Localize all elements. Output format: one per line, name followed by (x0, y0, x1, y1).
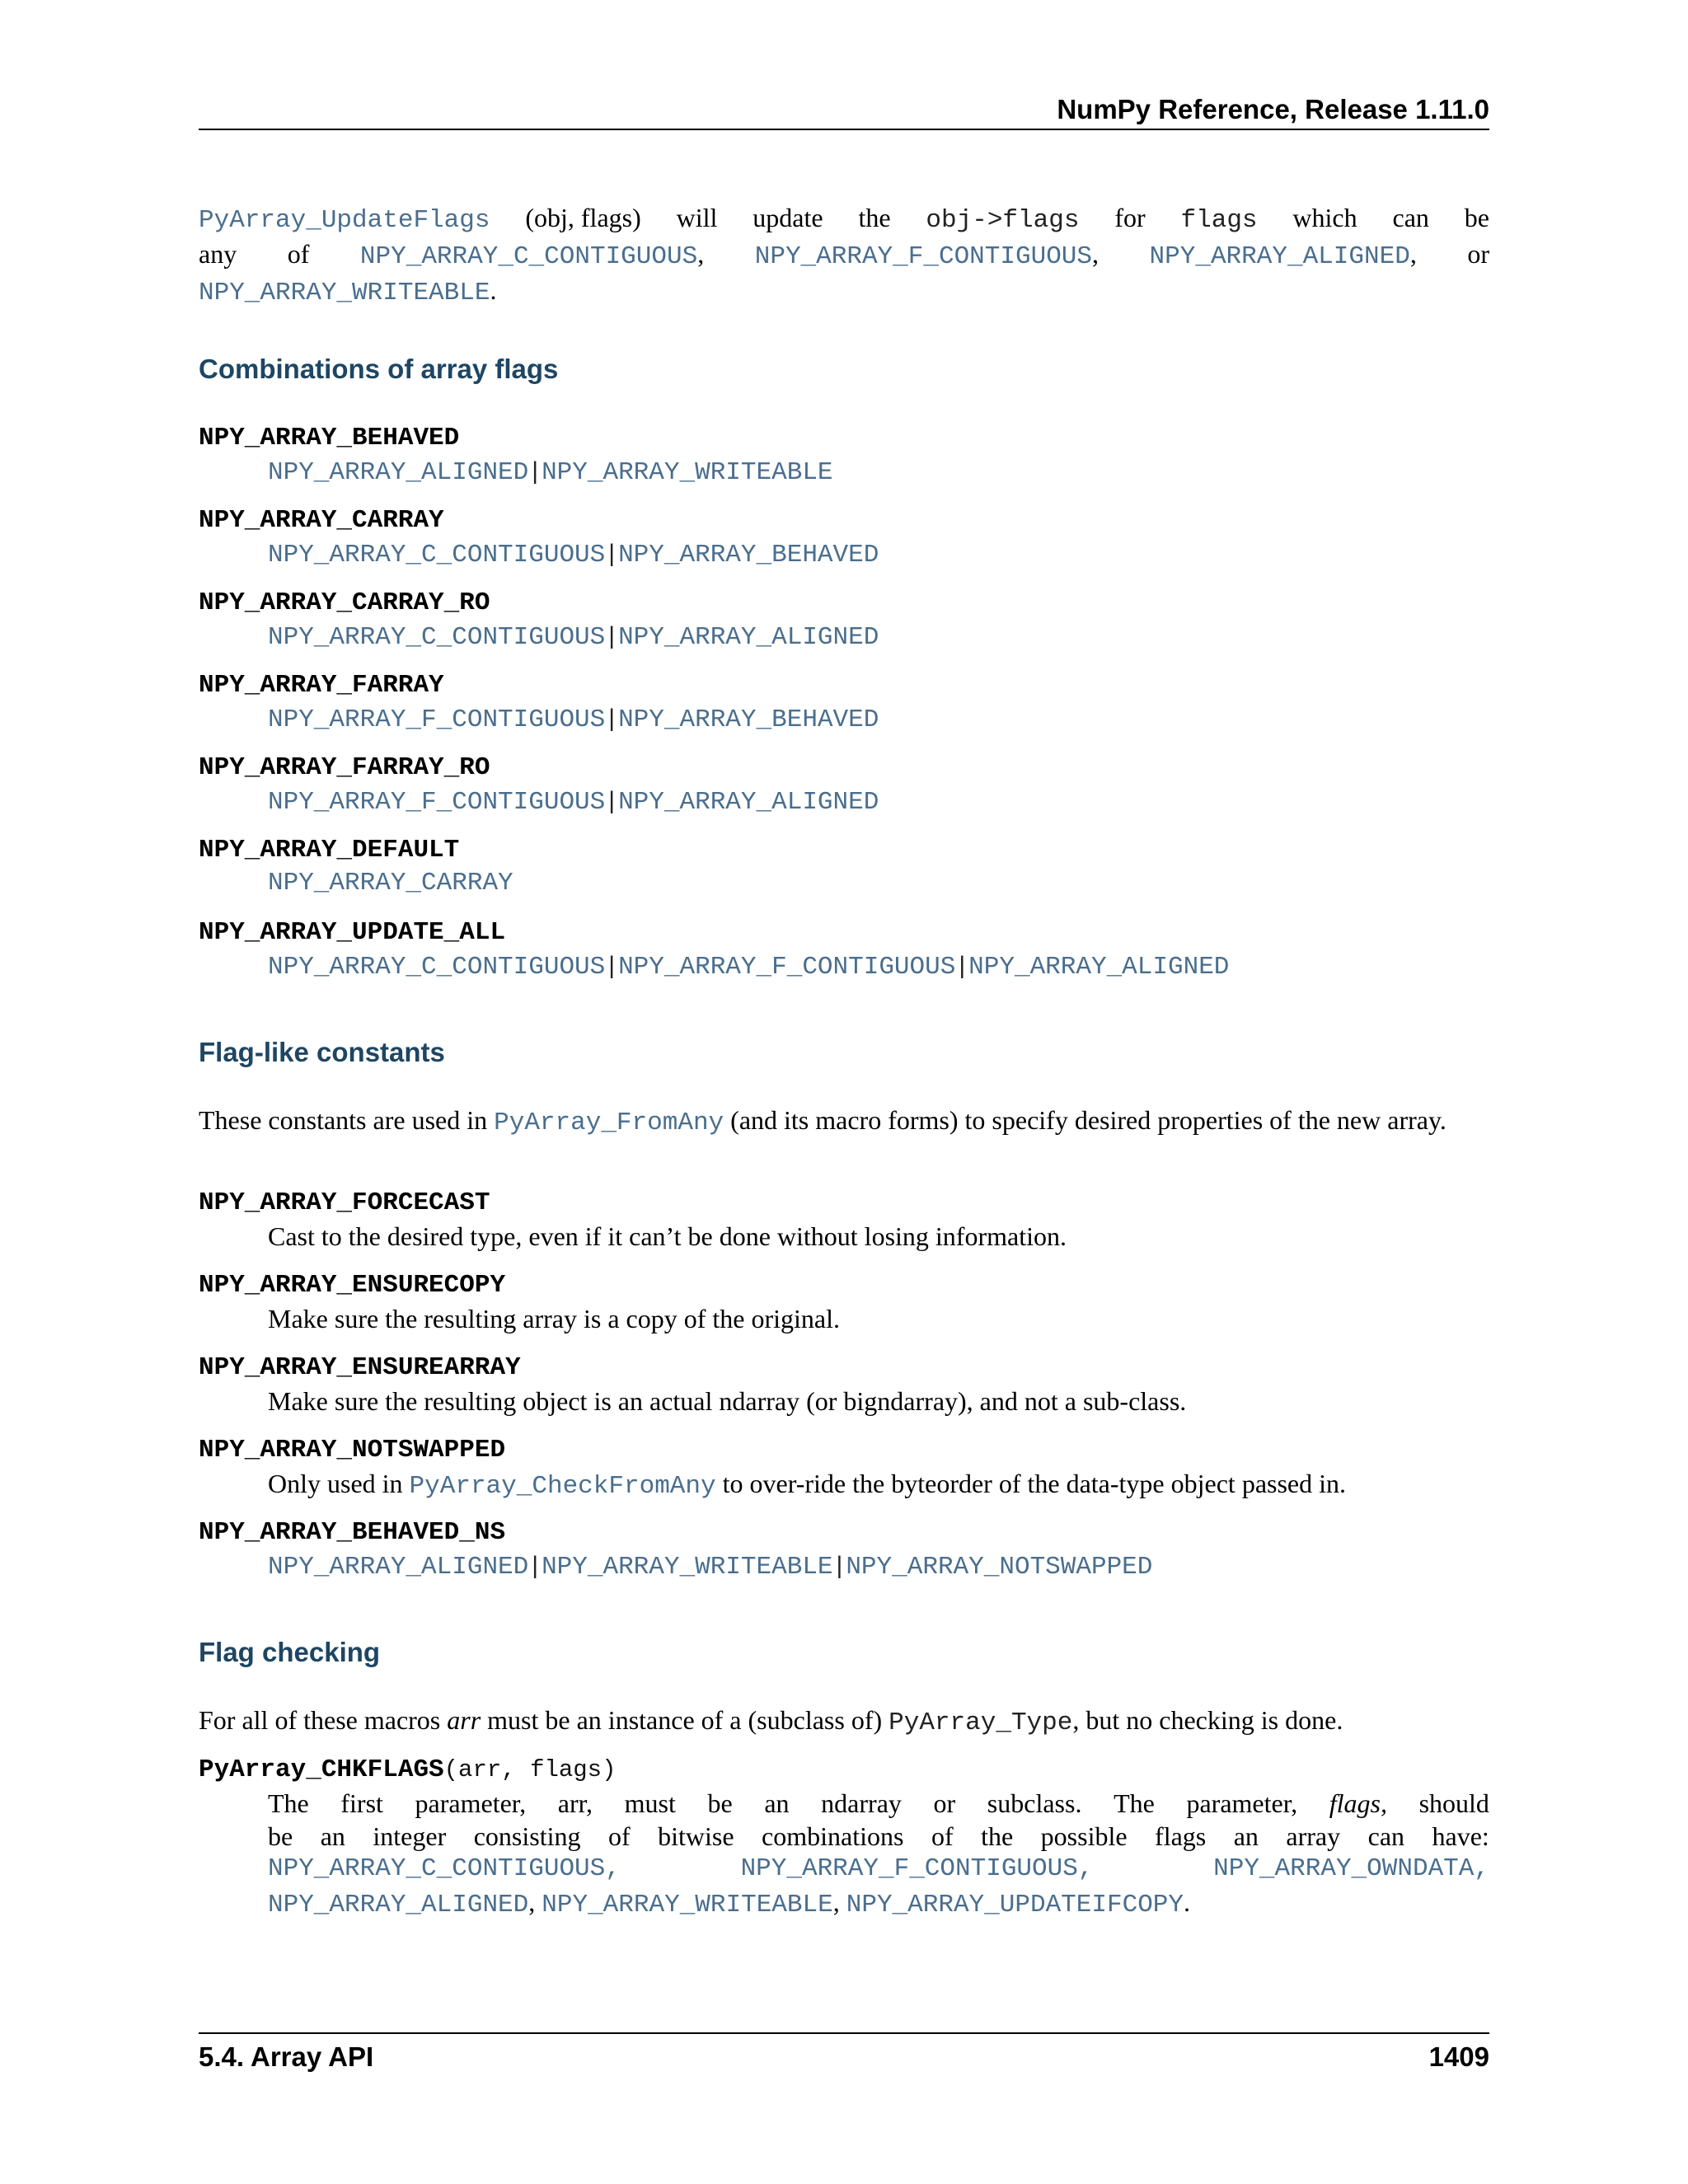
flag-link[interactable]: NPY_ARRAY_F_CONTIGUOUS, (740, 1854, 1094, 1883)
word: The (1114, 1788, 1155, 1818)
term-name: NPY_ARRAY_UPDATE_ALL (199, 918, 506, 947)
word: of (607, 1821, 631, 1851)
flag-link[interactable]: NPY_ARRAY_OWNDATA, (1213, 1854, 1489, 1883)
flag-link[interactable]: NPY_ARRAY_UPDATEIFCOPY (846, 1891, 1184, 1919)
word: integer (373, 1821, 447, 1851)
section-heading-flaglike: Flag-like constants (199, 1037, 445, 1067)
f-contiguous-link[interactable]: NPY_ARRAY_F_CONTIGUOUS (754, 242, 1093, 271)
definition-behaved-ns (199, 1516, 1489, 1599)
intro-code-obj-flags: obj->flags (926, 206, 1080, 235)
definition-chkflags (199, 1754, 1489, 1922)
term-value: NPY_ARRAY_F_CONTIGUOUS | NPY_ARRAY_BEHAVED (268, 705, 879, 734)
flaglike-intro (199, 1104, 1489, 1140)
update-flags-link[interactable]: PyArray_UpdateFlags (199, 206, 490, 235)
word: parameter, (1186, 1788, 1298, 1818)
definition-update-all (199, 916, 1489, 999)
definition-behaved (199, 422, 1489, 504)
flag-link[interactable]: NPY_ARRAY_F_CONTIGUOUS (618, 953, 956, 982)
definition-farray-ro (199, 752, 1489, 834)
from-any-link[interactable]: PyArray_FromAny (494, 1108, 724, 1137)
term-value: NPY_ARRAY_ALIGNED | NPY_ARRAY_WRITEABLE | NPY_ARRAY_NOTSWAPPED (268, 1552, 1153, 1582)
word: can (1367, 1821, 1405, 1851)
term-description (268, 1787, 1489, 1922)
desc-line-2 (268, 1820, 1489, 1853)
intro-code-flags: flags (1180, 206, 1258, 235)
intro-args: (obj, flags) (525, 203, 641, 232)
flag-link[interactable]: NPY_ARRAY_C_CONTIGUOUS (268, 623, 606, 652)
arr-emphasis: arr (447, 1705, 481, 1735)
term-name: NPY_ARRAY_CARRAY (199, 506, 444, 535)
word: parameter, (415, 1788, 527, 1818)
running-footer (199, 2032, 1489, 2079)
word: possible (1040, 1821, 1128, 1851)
word: combinations (762, 1821, 904, 1851)
desc-line-4: NPY_ARRAY_ALIGNED, NPY_ARRAY_WRITEABLE, NPY_ARRAY_UPDATEIFCOPY. (268, 1887, 1191, 1919)
page-number: 1409 (1428, 2041, 1489, 2072)
footer-section: 5.4. Array API (199, 2041, 374, 2072)
header-title: NumPy Reference, Release 1.11.0 (1057, 94, 1489, 124)
term-description: Only used in PyArray_CheckFromAny to over-ride the byteorder of the data-type object passed in. (268, 1469, 1347, 1501)
word: of (931, 1821, 954, 1851)
term-name: NPY_ARRAY_BEHAVED_NS (199, 1518, 506, 1547)
intro-or: or (1467, 239, 1489, 269)
term-description: Make sure the resulting array is a copy of the original. (268, 1304, 840, 1333)
flag-link[interactable]: NPY_ARRAY_ALIGNED (268, 1553, 529, 1582)
word: array (1286, 1821, 1341, 1851)
word: The (268, 1788, 309, 1818)
term-name: NPY_ARRAY_DEFAULT (199, 836, 460, 865)
flag-link[interactable]: NPY_ARRAY_F_CONTIGUOUS (268, 705, 606, 734)
term-signature (199, 1754, 1489, 1787)
definition-carray-ro (199, 587, 1489, 669)
term-description: Make sure the resulting object is an actual ndarray (or bigndarray), and not a sub-class. (268, 1386, 1187, 1416)
flag-link[interactable]: NPY_ARRAY_C_CONTIGUOUS (268, 541, 606, 569)
definition-carray (199, 504, 1489, 587)
word: flags, (1329, 1788, 1387, 1818)
flag-link[interactable]: NPY_ARRAY_ALIGNED (618, 788, 879, 817)
word: consisting (473, 1821, 581, 1851)
flag-link[interactable]: NPY_ARRAY_ALIGNED (268, 458, 529, 487)
definition-notswapped (199, 1434, 1489, 1516)
word: arr, (557, 1788, 593, 1818)
term-name: NPY_ARRAY_FARRAY (199, 671, 444, 700)
definition-ensurearray (199, 1352, 1489, 1434)
word: an (764, 1788, 790, 1818)
flag-link[interactable]: NPY_ARRAY_C_CONTIGUOUS (268, 953, 606, 982)
definition-default (199, 834, 1489, 916)
term-value: NPY_ARRAY_F_CONTIGUOUS | NPY_ARRAY_ALIGNED (268, 787, 879, 817)
flag-link[interactable]: NPY_ARRAY_WRITEABLE (542, 1891, 833, 1919)
flag-link[interactable]: NPY_ARRAY_NOTSWAPPED (846, 1553, 1153, 1582)
flag-link[interactable]: NPY_ARRAY_ALIGNED (268, 1891, 529, 1919)
term-value: NPY_ARRAY_C_CONTIGUOUS | NPY_ARRAY_BEHAVED (268, 540, 879, 569)
intro-text: These constants are used in (199, 1105, 488, 1135)
intro-text: (and its macro forms) to specify desired properties of the new array. (730, 1105, 1447, 1135)
flag-link[interactable]: NPY_ARRAY_CARRAY (268, 869, 513, 898)
term-name: NPY_ARRAY_ENSUREARRAY (199, 1353, 521, 1382)
term-value: NPY_ARRAY_C_CONTIGUOUS | NPY_ARRAY_F_CONTIGUOUS | NPY_ARRAY_ALIGNED (268, 952, 1230, 982)
c-contiguous-link[interactable]: NPY_ARRAY_C_CONTIGUOUS (359, 242, 698, 271)
definition-ensurecopy (199, 1269, 1489, 1352)
desc-line-1 (268, 1787, 1489, 1820)
word: the (981, 1821, 1014, 1851)
pyarray-type-code: PyArray_Type (889, 1708, 1073, 1737)
flag-link[interactable]: NPY_ARRAY_C_CONTIGUOUS, (268, 1854, 621, 1883)
word: have: (1432, 1821, 1489, 1851)
term-name: NPY_ARRAY_FARRAY_RO (199, 753, 490, 782)
flag-link[interactable]: NPY_ARRAY_BEHAVED (618, 541, 879, 569)
term-name: NPY_ARRAY_ENSURECOPY (199, 1271, 506, 1300)
term-name: NPY_ARRAY_FORCECAST (199, 1188, 490, 1217)
writeable-link[interactable]: NPY_ARRAY_WRITEABLE (199, 279, 490, 307)
desc-line-3 (268, 1853, 1489, 1886)
intro-line-1: PyArray_UpdateFlags (obj, flags) will update the obj->flags for flags which can be (199, 201, 1489, 237)
intro-line-3: NPY_ARRAY_WRITEABLE. (199, 275, 497, 307)
definition-forcecast (199, 1187, 1489, 1269)
word: first (340, 1788, 383, 1818)
term-name: PyArray_CHKFLAGS (199, 1755, 444, 1784)
section-heading-checking: Flag checking (199, 1637, 381, 1667)
term-value: NPY_ARRAY_C_CONTIGUOUS | NPY_ARRAY_ALIGNED (268, 622, 879, 652)
term-name: NPY_ARRAY_NOTSWAPPED (199, 1436, 506, 1465)
word: must (624, 1788, 676, 1818)
word: or (933, 1788, 956, 1818)
word: be (268, 1821, 293, 1851)
definition-farray (199, 669, 1489, 752)
flag-link[interactable]: NPY_ARRAY_BEHAVED (618, 705, 879, 734)
combinations-list (199, 422, 1489, 999)
section-heading-combinations: Combinations of array flags (199, 354, 559, 384)
flag-link[interactable]: NPY_ARRAY_WRITEABLE (542, 1553, 833, 1582)
flag-link[interactable]: NPY_ARRAY_F_CONTIGUOUS (268, 788, 606, 817)
word: be (707, 1788, 733, 1818)
term-description: Cast to the desired type, even if it can’t be done without losing information. (268, 1221, 1067, 1251)
checking-intro: For all of these macros arr must be an instance of a (subclass of) PyArray_Type, but no checking is done. (199, 1705, 1343, 1737)
word: subclass. (987, 1788, 1082, 1818)
flag-link[interactable]: NPY_ARRAY_WRITEABLE (542, 458, 833, 487)
term-args: (arr, flags) (443, 1756, 617, 1783)
running-header (199, 89, 1489, 130)
intro-line-2: any of NPY_ARRAY_C_CONTIGUOUS, NPY_ARRAY_F_CONTIGUOUS, NPY_ARRAY_ALIGNED, or (199, 239, 1489, 271)
term-value (268, 867, 1489, 900)
aligned-link[interactable]: NPY_ARRAY_ALIGNED (1149, 242, 1410, 271)
word: bitwise (658, 1821, 734, 1851)
term-value: NPY_ARRAY_ALIGNED | NPY_ARRAY_WRITEABLE (268, 457, 833, 487)
intro-text-for: for (1114, 203, 1146, 232)
flag-link[interactable]: NPY_ARRAY_ALIGNED (968, 953, 1230, 982)
word: ndarray (821, 1788, 902, 1818)
word: should (1418, 1788, 1489, 1818)
term-name: NPY_ARRAY_BEHAVED (199, 424, 460, 452)
flag-link[interactable]: NPY_ARRAY_ALIGNED (618, 623, 879, 652)
word: flags (1155, 1821, 1207, 1851)
check-from-any-link[interactable]: PyArray_CheckFromAny (409, 1472, 716, 1501)
intro-paragraph (199, 201, 1489, 310)
flaglike-list (199, 1187, 1489, 1599)
word: an (320, 1821, 345, 1851)
term-name: NPY_ARRAY_CARRAY_RO (199, 588, 490, 617)
word: an (1233, 1821, 1259, 1851)
